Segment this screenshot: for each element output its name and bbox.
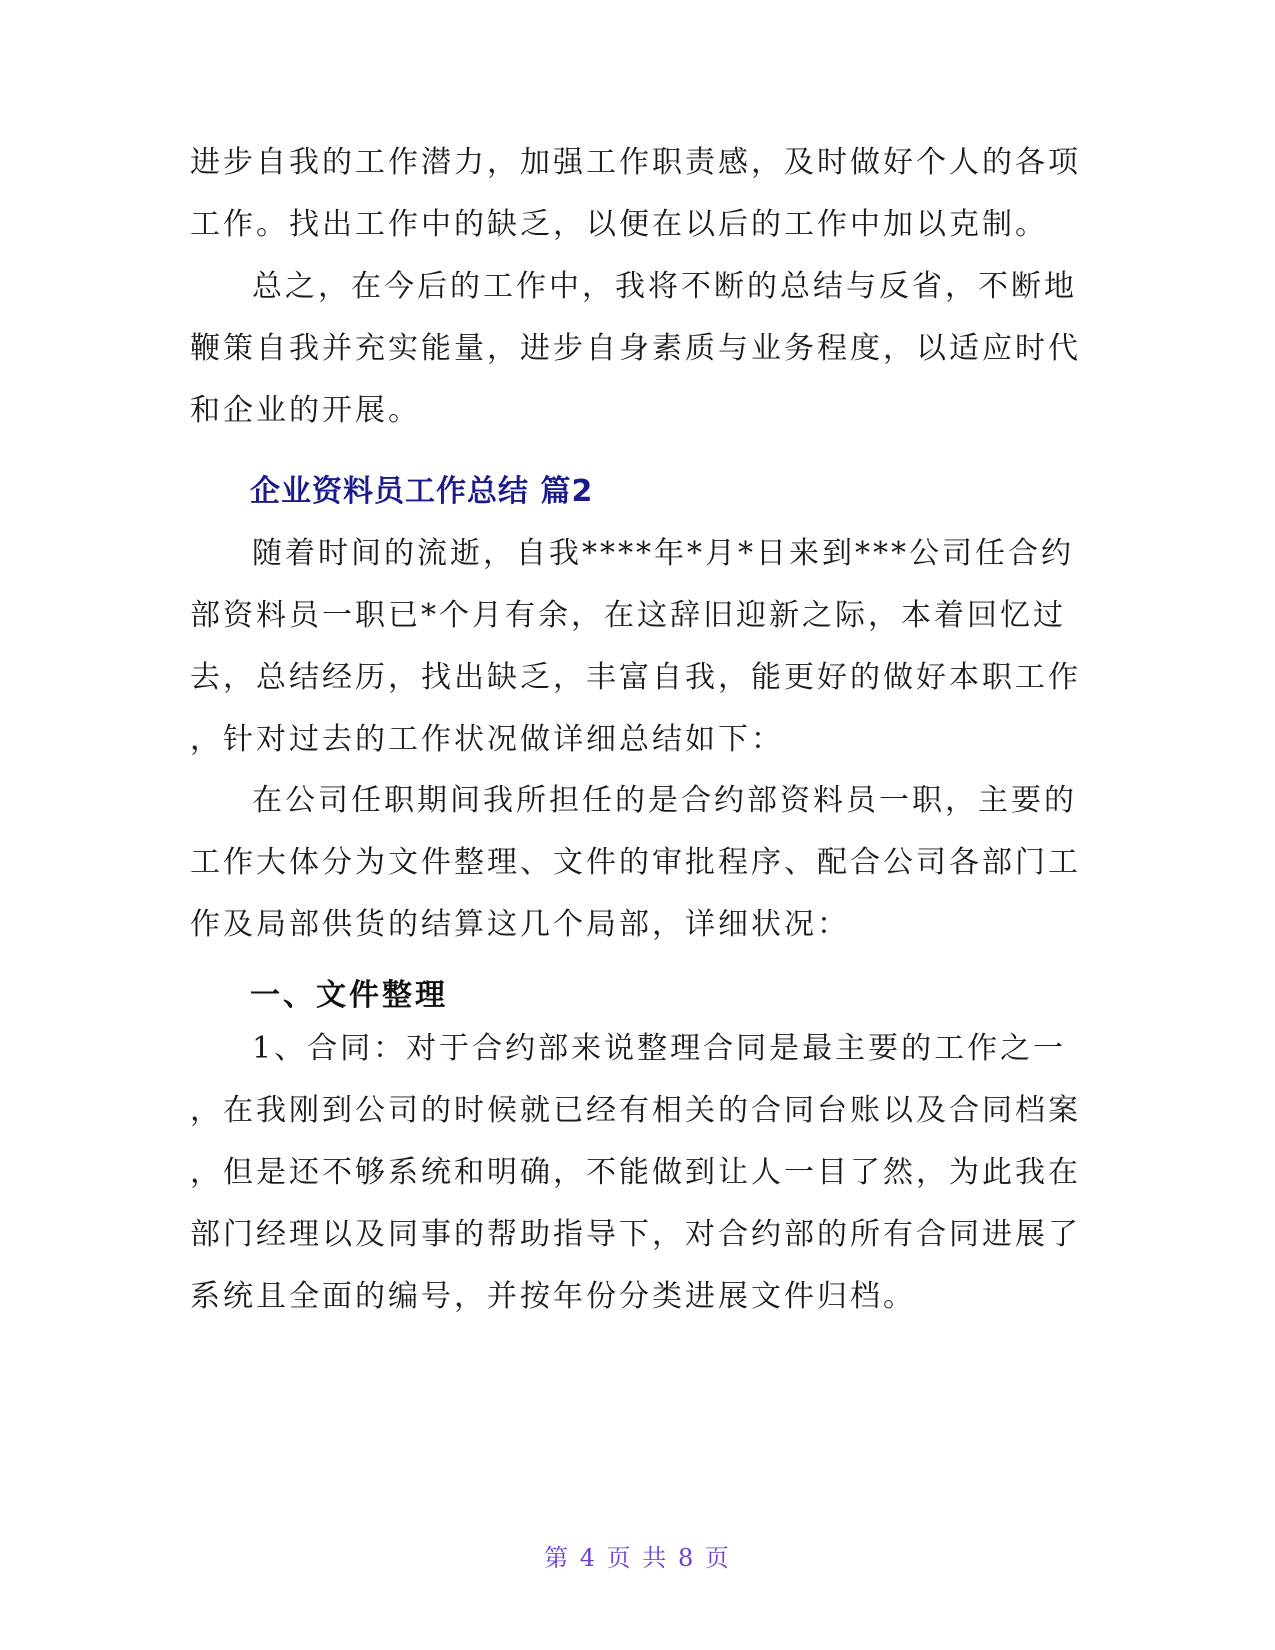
paragraph-line: 在公司任职期间我所担任的是合约部资料员一职，主要的 xyxy=(252,783,1077,818)
section-heading: 企业资料员工作总结 篇2 xyxy=(250,474,594,509)
paragraph-line: 作及局部供货的结算这几个局部，详细状况： xyxy=(190,907,850,942)
paragraph-line: 鞭策自我并充实能量，进步自身素质与业务程度，以适应时代 xyxy=(190,331,1081,366)
subsection-heading: 一、文件整理 xyxy=(250,978,448,1013)
paragraph-line: ，在我刚到公司的时候就已经有相关的合同台账以及合同档案 xyxy=(190,1093,1081,1128)
paragraph-continued xyxy=(190,132,1090,256)
paragraph-line: 1、合同：对于合约部来说整理合同是最主要的工作之一 xyxy=(252,1031,1067,1066)
paragraph-line: 去，总结经历，找出缺乏，丰富自我，能更好的做好本职工作 xyxy=(190,660,1081,695)
paragraph-intro xyxy=(190,523,1090,771)
paragraph-line: 进步自我的工作潜力，加强工作职责感，及时做好个人的各项 xyxy=(190,145,1081,180)
paragraph-line: 系统且全面的编号，并按年份分类进展文件归档。 xyxy=(190,1279,916,1314)
paragraph-line: 随着时间的流逝，自我****年*月*日来到***公司任合约 xyxy=(252,536,1074,571)
page-number-footer: 第 4 页 共 8 页 xyxy=(544,1544,731,1572)
paragraph-line: 工作大体分为文件整理、文件的审批程序、配合公司各部门工 xyxy=(190,845,1081,880)
paragraph-line: 部资料员一职已*个月有余，在这辞旧迎新之际，本着回忆过 xyxy=(190,598,1066,633)
paragraph-line: 工作。找出工作中的缺乏，以便在以后的工作中加以克制。 xyxy=(190,207,1048,242)
paragraph-conclusion xyxy=(190,256,1090,442)
paragraph-line: ，但是还不够系统和明确，不能做到让人一目了然，为此我在 xyxy=(190,1155,1081,1190)
paragraph-line: 总之，在今后的工作中，我将不断的总结与反省，不断地 xyxy=(252,269,1077,304)
paragraph-line: ，针对过去的工作状况做详细总结如下： xyxy=(190,722,784,757)
paragraph-contracts xyxy=(190,1018,1090,1328)
paragraph-duties xyxy=(190,770,1090,956)
paragraph-line: 和企业的开展。 xyxy=(190,393,421,428)
paragraph-line: 部门经理以及同事的帮助指导下，对合约部的所有合同进展了 xyxy=(190,1217,1081,1252)
